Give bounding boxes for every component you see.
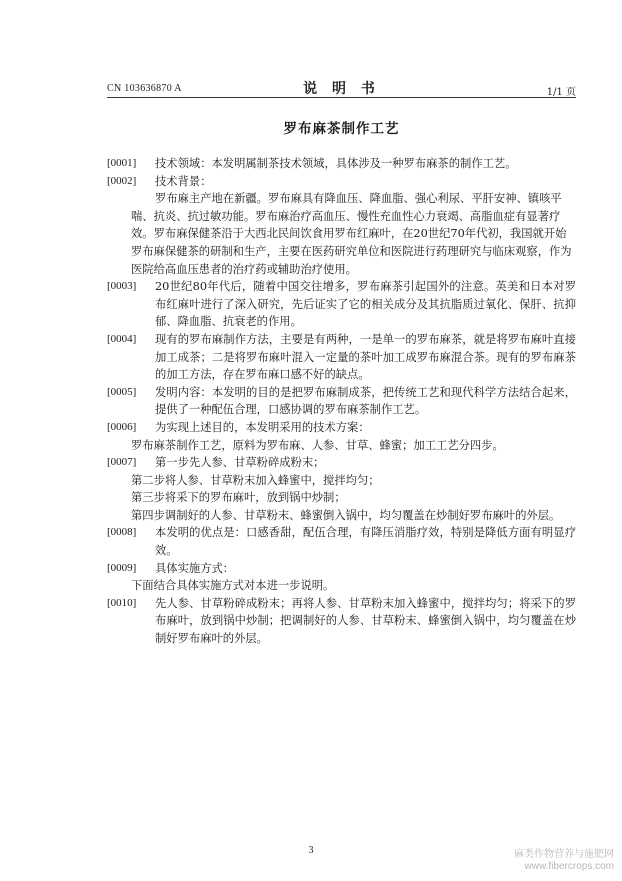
paragraph-0001	[107, 155, 576, 173]
paragraph-number: [0001]	[107, 157, 137, 169]
paragraph-text: 先人参、甘草粉碎成粉末；再将人参、甘草粉末加入蜂蜜中，搅拌均匀；将采下的罗布麻叶，放到锅中炒制；把调制好的人参、甘草粉末、蜂蜜倒入锅中，均匀覆盖在炒制好罗布麻叶的外层。	[155, 596, 576, 646]
paragraph-heading: 技术背景：	[155, 174, 212, 188]
page-count: 1/1 页	[546, 87, 576, 98]
paragraph-0009	[107, 560, 576, 578]
paragraph-number: [0010]	[107, 596, 137, 609]
paragraph-0010	[107, 595, 576, 648]
paragraph-0002-body	[107, 190, 576, 278]
paragraph-text: 为实现上述目的，本发明采用的技术方案：	[155, 420, 370, 434]
paragraph-text: 第一步先人参、甘草粉碎成粉末；	[155, 456, 325, 470]
watermark-url: www.fibercrops.com	[524, 861, 614, 872]
header-divider	[107, 97, 576, 98]
paragraph-number: [0007]	[107, 456, 137, 469]
paragraph-0009-subline: 下面结合具体实施方式对本进一步说明。	[131, 579, 335, 593]
paragraph-number: [0003]	[107, 280, 137, 293]
paragraph-number: [0002]	[107, 174, 137, 187]
paragraph-0007	[107, 454, 576, 472]
paragraph-0004	[107, 331, 576, 384]
paragraph-0002	[107, 173, 576, 191]
step-4: 第四步调制好的人参、甘草粉末、蜂蜜倒入锅中，均匀覆盖在炒制好罗布麻叶的外层。	[131, 508, 561, 522]
publication-number: CN 103636870 A	[107, 83, 182, 94]
paragraph-number: [0009]	[107, 561, 137, 574]
paragraph-number: [0006]	[107, 420, 137, 433]
paragraph-text: 技术领域：本发明属制茶技术领域，具体涉及一种罗布麻茶的制作工艺。	[155, 157, 517, 170]
paragraph-text: 本发明的优点是：口感香甜，配伍合理，有降压消脂疗效，特别是降低方面有明显疗效。	[155, 526, 576, 558]
paragraph-0006-subline: 罗布麻茶制作工艺，原料为罗布麻、人参、甘草、蜂蜜；加工工艺分四步。	[131, 438, 504, 452]
document-type: 说 明 书	[303, 81, 380, 97]
document-title: 罗布麻茶制作工艺	[283, 121, 400, 137]
paragraph-number: [0005]	[107, 385, 137, 398]
paragraph-text: 现有的罗布麻制作方法，主要是有两种，一是单一的罗布麻茶，就是将罗布麻叶直接加工成茶；二是将罗布麻叶混入一定量的茶叶加工成罗布麻混合茶。现有的罗布麻茶的加工方法，存在罗布麻口感不好的缺点。	[155, 332, 576, 382]
paragraph-text: 罗布麻主产地在新疆。罗布麻具有降血压、降血脂、强心利尿、平肝安神、镇咳平喘、抗炎、抗过敏功能。罗布麻治疗高血压、慢性充血性心力衰竭、高脂血症有显著疗效。罗布麻保健茶沿于大西北民间饮食用罗布红麻叶，在20世纪70年代初，我国就开始罗布麻保健茶的研制和生产，主要在医药研究单位和医院进行药理研究与临床观察，作为医院给高血压患者的治疗药或辅助治疗使用。	[131, 192, 572, 276]
paragraph-0006	[107, 419, 576, 437]
site-watermark	[514, 849, 614, 873]
step-2: 第二步将人参、甘草粉末加入蜂蜜中，搅拌均匀；	[131, 473, 380, 487]
paragraph-number: [0004]	[107, 332, 137, 345]
paragraph-text: 具体实施方式：	[155, 561, 235, 575]
watermark-site-name: 麻类作物营养与施肥网	[514, 849, 614, 860]
document-body	[107, 155, 576, 648]
step-3: 第三步将采下的罗布麻叶，放到锅中炒制；	[131, 491, 346, 505]
paragraph-text: 发明内容：本发明的目的是把罗布麻制成茶，把传统工艺和现代科学方法结合起来，提供了一种配伍合理，口感协调的罗布麻茶制作工艺。	[155, 385, 576, 417]
paragraph-0005	[107, 384, 576, 419]
page-header	[107, 80, 576, 96]
paragraph-0008	[107, 524, 576, 559]
paragraph-number: [0008]	[107, 526, 137, 539]
paragraph-0003	[107, 278, 576, 331]
paragraph-text: 20世纪80年代后，随着中国交往增多，罗布麻茶引起国外的注意。英美和日本对罗布红麻叶进行了深入研究，先后证实了它的相关成分及其抗脂质过氧化、保肝、抗抑郁、降血脂、抗衰老的作用。	[155, 280, 576, 329]
page-number: 3	[308, 845, 314, 856]
